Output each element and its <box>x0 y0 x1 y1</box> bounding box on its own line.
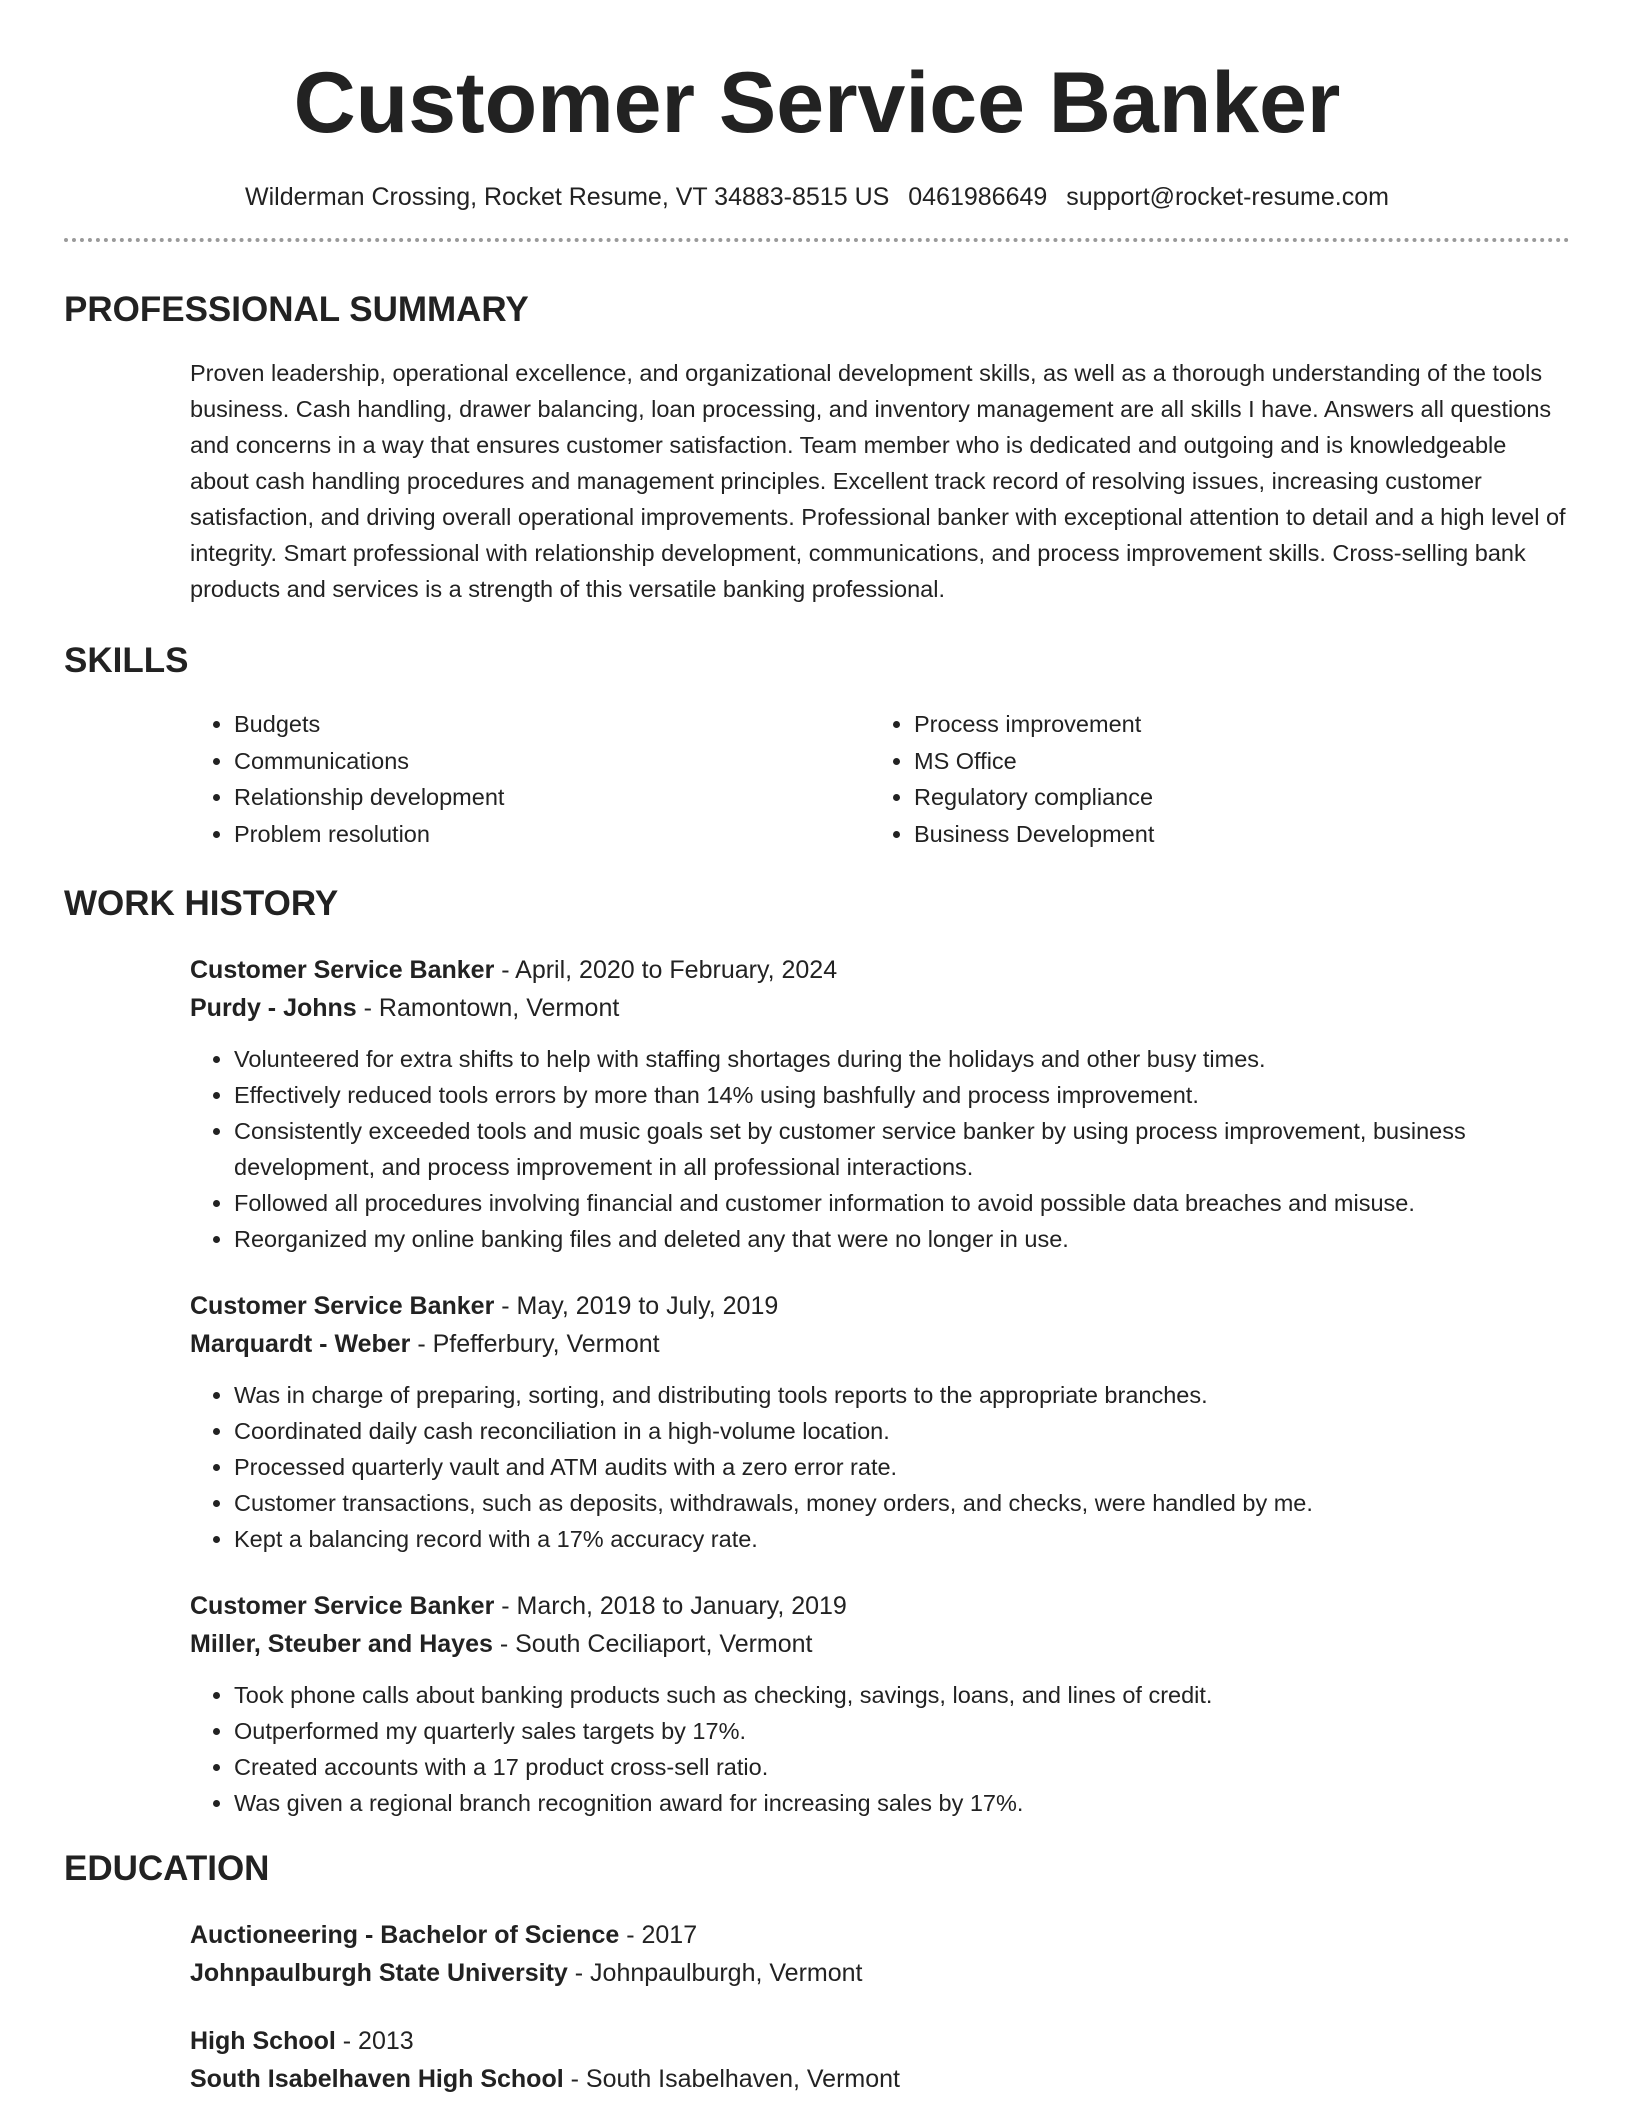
job-bullet: • Was in charge of preparing, sorting, and distributing tools reports to the appropriate branches. <box>234 1377 1570 1413</box>
skills-grid <box>190 706 1570 852</box>
header-divider <box>64 238 1570 242</box>
resume-page <box>64 0 1570 2098</box>
job-dates: - April, 2020 to February, 2024 <box>494 956 838 984</box>
job-bullet: • Followed all procedures involving financial and customer information to avoid possible data breaches and misuse. <box>234 1185 1570 1221</box>
contact-phone: 0461986649 <box>908 183 1048 211</box>
skill-item: • Process improvement <box>914 706 1550 743</box>
job-bullet: • Consistently exceeded tools and music goals set by customer service banker by using process improvement, business development, and process improvement in all professional interactions. <box>234 1113 1570 1185</box>
skill-item: • Communications <box>234 743 870 780</box>
job-role: Customer Service Banker <box>190 956 495 984</box>
job-company-line <box>190 1625 1570 1663</box>
skill-item: • Problem resolution <box>234 816 870 853</box>
job-dates: - May, 2019 to July, 2019 <box>494 1292 779 1320</box>
job-bullet: • Effectively reduced tools errors by more than 14% using bashfully and process improvement. <box>234 1077 1570 1113</box>
job-bullet: • Volunteered for extra shifts to help with staffing shortages during the holidays and other busy times. <box>234 1041 1570 1077</box>
job-location: - Pfefferbury, Vermont <box>410 1330 660 1358</box>
job-role-line <box>190 1587 1570 1625</box>
job-company: Marquardt - Weber <box>190 1330 411 1358</box>
job-bullets <box>190 1377 1570 1557</box>
section-title-skills: SKILLS <box>64 641 189 680</box>
job-bullet: • Took phone calls about banking products such as checking, savings, loans, and lines of credit. <box>234 1677 1570 1713</box>
section-title-summary: PROFESSIONAL SUMMARY <box>64 290 529 329</box>
education-entry <box>190 1916 1570 1992</box>
job-bullet: • Customer transactions, such as deposits, withdrawals, money orders, and checks, were handled by me. <box>234 1485 1570 1521</box>
education-degree-line <box>190 1916 1570 1954</box>
job-bullet: • Outperformed my quarterly sales targets by 17%. <box>234 1713 1570 1749</box>
job-entry <box>190 1287 1570 1557</box>
skill-item: • Regulatory compliance <box>914 779 1550 816</box>
job-bullet: • Reorganized my online banking files and deleted any that were no longer in use. <box>234 1221 1570 1257</box>
education-location: - Johnpaulburgh, Vermont <box>567 1959 863 1987</box>
skill-item: • Business Development <box>914 816 1550 853</box>
education-entry <box>190 2022 1570 2098</box>
skill-item: • Budgets <box>234 706 870 743</box>
job-bullet: • Coordinated daily cash reconciliation in a high-volume location. <box>234 1413 1570 1449</box>
education-location: - South Isabelhaven, Vermont <box>563 2065 900 2093</box>
job-bullet: • Was given a regional branch recognition award for increasing sales by 17%. <box>234 1785 1570 1821</box>
contact-line <box>64 183 1570 212</box>
job-bullet: • Kept a balancing record with a 17% accuracy rate. <box>234 1521 1570 1557</box>
job-role: Customer Service Banker <box>190 1292 495 1320</box>
job-entry <box>190 951 1570 1257</box>
section-title-work-history: WORK HISTORY <box>64 884 339 923</box>
job-bullets <box>190 1041 1570 1257</box>
skills-column-left <box>190 706 870 852</box>
job-company-line <box>190 989 1570 1027</box>
skill-item: • Relationship development <box>234 779 870 816</box>
summary-text: Proven leadership, operational excellence, and organizational development skills, as well as a thorough understanding of the tools business. Cash handling, drawer balancing, loan processing, and inventory management are all skills I have. Answers all questions and concerns in a way that ensures customer satisfaction. Team member who is dedicated and outgoing and is knowledgeable about cash handling procedures and management principles. Excellent track record of resolving issues, increasing customer satisfaction, and driving overall operational improvements. Professional banker with exceptional attention to detail and a high level of integrity. Smart professional with relationship development, communications, and process improvement skills. Cross-selling bank products and services is a strength of this versatile banking professional. <box>190 360 1566 602</box>
job-location: - South Ceciliaport, Vermont <box>492 1630 813 1658</box>
contact-email[interactable]: support@rocket-resume.com <box>1066 183 1389 211</box>
job-role-line <box>190 1287 1570 1325</box>
job-location: - Ramontown, Vermont <box>356 994 620 1022</box>
education-degree: High School <box>190 2027 336 2055</box>
job-bullet: • Processed quarterly vault and ATM audits with a zero error rate. <box>234 1449 1570 1485</box>
education-degree-line <box>190 2022 1570 2060</box>
education-school-line <box>190 1954 1570 1992</box>
resume-name: Customer Service Banker <box>293 55 1341 151</box>
job-bullet: • Created accounts with a 17 product cross-sell ratio. <box>234 1749 1570 1785</box>
job-bullets <box>190 1677 1570 1821</box>
skill-item: • MS Office <box>914 743 1550 780</box>
job-company: Miller, Steuber and Hayes <box>190 1630 493 1658</box>
job-entry <box>190 1587 1570 1821</box>
contact-address: Wilderman Crossing, Rocket Resume, VT 34883-8515 US <box>245 183 890 211</box>
education-school: South Isabelhaven High School <box>190 2065 564 2093</box>
job-role: Customer Service Banker <box>190 1592 495 1620</box>
section-title-education: EDUCATION <box>64 1849 270 1888</box>
job-role-line <box>190 951 1570 989</box>
education-school: Johnpaulburgh State University <box>190 1959 568 1987</box>
education-degree: Auctioneering - Bachelor of Science <box>190 1921 620 1949</box>
skills-column-right <box>870 706 1550 852</box>
education-school-line <box>190 2060 1570 2098</box>
education-year: - 2013 <box>335 2027 414 2055</box>
education-year: - 2017 <box>619 1921 698 1949</box>
job-company: Purdy - Johns <box>190 994 357 1022</box>
job-dates: - March, 2018 to January, 2019 <box>494 1592 847 1620</box>
job-company-line <box>190 1325 1570 1363</box>
